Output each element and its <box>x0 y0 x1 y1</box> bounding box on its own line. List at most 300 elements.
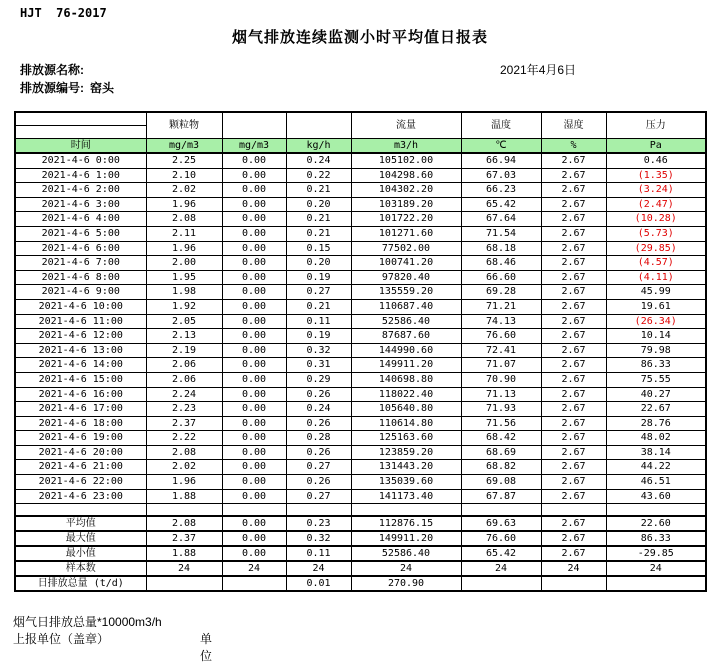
page-title: 烟气排放连续监测小时平均值日报表 <box>231 29 488 46</box>
value-cell: 79.98 <box>606 343 706 358</box>
value-cell: 149911.20 <box>351 531 461 546</box>
value-cell: 2.67 <box>541 329 606 344</box>
value-cell: 1.96 <box>146 197 222 212</box>
value-cell: 0.20 <box>286 256 351 271</box>
value-cell: 2.67 <box>541 445 606 460</box>
table-row <box>15 285 706 300</box>
value-cell: 0.00 <box>222 285 286 300</box>
table-row <box>15 475 706 490</box>
value-cell: 2.67 <box>541 475 606 490</box>
table-row <box>15 343 706 358</box>
value-cell: 2.67 <box>541 256 606 271</box>
value-cell: 45.99 <box>606 285 706 300</box>
value-cell: 2.24 <box>146 387 222 402</box>
value-cell: (26.34) <box>606 314 706 329</box>
value-cell: 69.08 <box>461 475 541 490</box>
value-cell <box>222 576 286 591</box>
value-cell: 2.00 <box>146 256 222 271</box>
time-cell: 2021-4-6 13:00 <box>15 343 146 358</box>
value-cell: 0.00 <box>222 299 286 314</box>
value-cell: 86.33 <box>606 358 706 373</box>
summary-row <box>15 561 706 576</box>
value-cell: 0.00 <box>222 546 286 561</box>
time-cell: 2021-4-6 2:00 <box>15 183 146 198</box>
value-cell: 67.87 <box>461 489 541 504</box>
time-cell: 2021-4-6 0:00 <box>15 153 146 168</box>
table-row <box>15 329 706 344</box>
value-cell: 2.67 <box>541 431 606 446</box>
source-name-label: 排放源名称: <box>20 63 84 77</box>
value-cell: 0.00 <box>222 153 286 168</box>
time-cell: 2021-4-6 10:00 <box>15 299 146 314</box>
spacer-cell <box>15 504 146 517</box>
value-cell <box>541 576 606 591</box>
value-cell: 144990.60 <box>351 343 461 358</box>
time-cell: 2021-4-6 7:00 <box>15 256 146 271</box>
table-row <box>15 241 706 256</box>
value-cell: 0.26 <box>286 416 351 431</box>
value-cell: 2.67 <box>541 183 606 198</box>
value-cell: 110614.80 <box>351 416 461 431</box>
value-cell: 2.67 <box>541 285 606 300</box>
value-cell: 2.08 <box>146 212 222 227</box>
value-cell: 46.51 <box>606 475 706 490</box>
value-cell: 2.08 <box>146 516 222 531</box>
time-cell: 2021-4-6 5:00 <box>15 226 146 241</box>
value-cell: 1.88 <box>146 489 222 504</box>
value-cell: 149911.20 <box>351 358 461 373</box>
value-cell: 0.00 <box>222 256 286 271</box>
value-cell: 1.98 <box>146 285 222 300</box>
table-row <box>15 489 706 504</box>
value-cell: 0.19 <box>286 270 351 285</box>
table-row <box>15 212 706 227</box>
value-cell: 24 <box>146 561 222 576</box>
value-cell <box>461 576 541 591</box>
time-cell: 2021-4-6 6:00 <box>15 241 146 256</box>
report-unit-label: 上报单位（盖章） <box>13 632 110 646</box>
value-cell: 44.22 <box>606 460 706 475</box>
value-cell: 135559.20 <box>351 285 461 300</box>
value-cell: 0.00 <box>222 183 286 198</box>
time-cell: 2021-4-6 23:00 <box>15 489 146 504</box>
value-cell: 71.93 <box>461 402 541 417</box>
summary-row <box>15 546 706 561</box>
value-cell: 0.00 <box>222 516 286 531</box>
value-cell: 68.82 <box>461 460 541 475</box>
summary-row <box>15 576 706 591</box>
value-cell: 71.21 <box>461 299 541 314</box>
table-row <box>15 314 706 329</box>
unit-cell: % <box>541 139 606 154</box>
summary-label-cell: 最小值 <box>15 546 146 561</box>
value-cell: 24 <box>286 561 351 576</box>
value-cell: 125163.60 <box>351 431 461 446</box>
unit-cell: mg/m3 <box>146 139 222 154</box>
group-header-empty-cell <box>286 112 351 139</box>
value-cell: 0.00 <box>222 168 286 183</box>
value-cell: 2.67 <box>541 343 606 358</box>
spacer-cell <box>351 504 461 517</box>
flue-gas-total-note: 烟气日排放总量*10000m3/h <box>13 615 162 629</box>
spacer-cell <box>286 504 351 517</box>
spacer-cell <box>461 504 541 517</box>
table-row <box>15 153 706 168</box>
value-cell: 0.26 <box>286 445 351 460</box>
table-row <box>15 168 706 183</box>
table-row <box>15 270 706 285</box>
value-cell: 0.21 <box>286 226 351 241</box>
value-cell: 141173.40 <box>351 489 461 504</box>
value-cell: 0.21 <box>286 183 351 198</box>
value-cell: 77502.00 <box>351 241 461 256</box>
value-cell: 0.32 <box>286 531 351 546</box>
value-cell: 1.92 <box>146 299 222 314</box>
unit-label: 单位 <box>200 632 213 663</box>
value-cell: 10.14 <box>606 329 706 344</box>
value-cell: 0.01 <box>286 576 351 591</box>
value-cell: 2.23 <box>146 402 222 417</box>
value-cell: 2.67 <box>541 226 606 241</box>
value-cell: 19.61 <box>606 299 706 314</box>
value-cell: 76.60 <box>461 531 541 546</box>
value-cell: 0.11 <box>286 546 351 561</box>
time-header-bottom-cell <box>15 126 146 139</box>
unit-cell: ℃ <box>461 139 541 154</box>
value-cell: 24 <box>606 561 706 576</box>
value-cell: 0.00 <box>222 531 286 546</box>
value-cell: 87687.60 <box>351 329 461 344</box>
spacer-cell <box>222 504 286 517</box>
value-cell: 22.67 <box>606 402 706 417</box>
monitoring-report-table <box>14 111 707 592</box>
value-cell: 0.27 <box>286 489 351 504</box>
value-cell: 2.67 <box>541 416 606 431</box>
summary-label-cell: 日排放总量 (t/d) <box>15 576 146 591</box>
value-cell: 2.11 <box>146 226 222 241</box>
table-row <box>15 197 706 212</box>
value-cell: 1.96 <box>146 475 222 490</box>
value-cell: (1.35) <box>606 168 706 183</box>
value-cell: 2.67 <box>541 197 606 212</box>
time-cell: 2021-4-6 15:00 <box>15 372 146 387</box>
report-table-body <box>15 112 706 591</box>
time-cell: 2021-4-6 16:00 <box>15 387 146 402</box>
value-cell: 0.00 <box>222 460 286 475</box>
spacer-cell <box>606 504 706 517</box>
table-row <box>15 299 706 314</box>
time-cell: 2021-4-6 21:00 <box>15 460 146 475</box>
value-cell: 0.21 <box>286 299 351 314</box>
value-cell: 0.00 <box>222 358 286 373</box>
value-cell: 66.94 <box>461 153 541 168</box>
table-row <box>15 387 706 402</box>
value-cell: 2.67 <box>541 531 606 546</box>
header-name-row <box>15 112 706 126</box>
time-cell: 2021-4-6 22:00 <box>15 475 146 490</box>
value-cell: 0.00 <box>222 197 286 212</box>
value-cell: 2.67 <box>541 516 606 531</box>
value-cell: 2.67 <box>541 358 606 373</box>
value-cell: 100741.20 <box>351 256 461 271</box>
value-cell: 131443.20 <box>351 460 461 475</box>
value-cell: 101271.60 <box>351 226 461 241</box>
value-cell: 0.26 <box>286 475 351 490</box>
value-cell: (10.28) <box>606 212 706 227</box>
value-cell: 1.96 <box>146 241 222 256</box>
value-cell: -29.85 <box>606 546 706 561</box>
value-cell: 0.19 <box>286 329 351 344</box>
time-cell: 2021-4-6 1:00 <box>15 168 146 183</box>
value-cell: 2.10 <box>146 168 222 183</box>
summary-row <box>15 531 706 546</box>
value-cell: 270.90 <box>351 576 461 591</box>
value-cell: 110687.40 <box>351 299 461 314</box>
value-cell: 0.00 <box>222 402 286 417</box>
value-cell: (3.24) <box>606 183 706 198</box>
value-cell: 0.22 <box>286 168 351 183</box>
time-cell: 2021-4-6 11:00 <box>15 314 146 329</box>
table-row <box>15 372 706 387</box>
value-cell: 118022.40 <box>351 387 461 402</box>
table-row <box>15 183 706 198</box>
value-cell: 66.60 <box>461 270 541 285</box>
value-cell: 2.67 <box>541 168 606 183</box>
value-cell: 71.56 <box>461 416 541 431</box>
value-cell: 112876.15 <box>351 516 461 531</box>
value-cell: 0.00 <box>222 270 286 285</box>
table-row <box>15 416 706 431</box>
value-cell: 86.33 <box>606 531 706 546</box>
report-date: 2021年4月6日 <box>500 63 577 77</box>
group-header-cell: 温度 <box>461 112 541 139</box>
value-cell: 2.06 <box>146 372 222 387</box>
summary-row <box>15 516 706 531</box>
value-cell: 0.26 <box>286 387 351 402</box>
value-cell: 70.90 <box>461 372 541 387</box>
value-cell: 65.42 <box>461 197 541 212</box>
value-cell: 2.67 <box>541 460 606 475</box>
time-cell: 2021-4-6 20:00 <box>15 445 146 460</box>
value-cell: 0.00 <box>222 445 286 460</box>
value-cell: 2.67 <box>541 489 606 504</box>
value-cell: 28.76 <box>606 416 706 431</box>
value-cell: 105102.00 <box>351 153 461 168</box>
value-cell: 38.14 <box>606 445 706 460</box>
value-cell: 2.37 <box>146 531 222 546</box>
time-cell: 2021-4-6 19:00 <box>15 431 146 446</box>
value-cell: 74.13 <box>461 314 541 329</box>
summary-label-cell: 最大值 <box>15 531 146 546</box>
footer-line <box>13 630 213 663</box>
value-cell: 135039.60 <box>351 475 461 490</box>
value-cell: 2.67 <box>541 314 606 329</box>
value-cell: (5.73) <box>606 226 706 241</box>
value-cell: 52586.40 <box>351 314 461 329</box>
value-cell: 67.64 <box>461 212 541 227</box>
value-cell: 0.00 <box>222 489 286 504</box>
value-cell: 1.95 <box>146 270 222 285</box>
value-cell: (29.85) <box>606 241 706 256</box>
value-cell: 2.67 <box>541 402 606 417</box>
time-cell: 2021-4-6 17:00 <box>15 402 146 417</box>
value-cell: 0.20 <box>286 197 351 212</box>
unit-cell: mg/m3 <box>222 139 286 154</box>
summary-label-cell: 样本数 <box>15 561 146 576</box>
value-cell: 0.21 <box>286 212 351 227</box>
summary-label-cell: 平均值 <box>15 516 146 531</box>
value-cell: 97820.40 <box>351 270 461 285</box>
spacer-cell <box>146 504 222 517</box>
value-cell: 65.42 <box>461 546 541 561</box>
value-cell: 104302.20 <box>351 183 461 198</box>
value-cell: 0.00 <box>222 212 286 227</box>
value-cell: 2.05 <box>146 314 222 329</box>
value-cell: 2.67 <box>541 270 606 285</box>
value-cell: 0.27 <box>286 460 351 475</box>
group-header-cell: 流量 <box>351 112 461 139</box>
value-cell: 0.32 <box>286 343 351 358</box>
doc-standard-code: HJT 76-2017 <box>20 6 107 20</box>
spacer-row <box>15 504 706 517</box>
table-row <box>15 256 706 271</box>
value-cell: 0.31 <box>286 358 351 373</box>
value-cell: 0.00 <box>222 372 286 387</box>
source-id-value: 窑头 <box>90 81 115 95</box>
value-cell <box>146 576 222 591</box>
unit-header-row <box>15 139 706 154</box>
value-cell: 68.69 <box>461 445 541 460</box>
table-row <box>15 431 706 446</box>
value-cell: 22.60 <box>606 516 706 531</box>
value-cell: 101722.20 <box>351 212 461 227</box>
table-row <box>15 402 706 417</box>
value-cell: 71.54 <box>461 226 541 241</box>
value-cell: 0.00 <box>222 329 286 344</box>
value-cell: 71.07 <box>461 358 541 373</box>
value-cell: 68.42 <box>461 431 541 446</box>
value-cell: 2.67 <box>541 212 606 227</box>
value-cell: 0.11 <box>286 314 351 329</box>
time-cell: 2021-4-6 18:00 <box>15 416 146 431</box>
value-cell: 0.27 <box>286 285 351 300</box>
value-cell: 2.67 <box>541 241 606 256</box>
time-cell: 2021-4-6 3:00 <box>15 197 146 212</box>
source-id-label: 排放源编号: <box>20 81 84 95</box>
value-cell: 69.28 <box>461 285 541 300</box>
time-column-header: 时间 <box>15 139 146 154</box>
group-header-cell: 湿度 <box>541 112 606 139</box>
value-cell: 2.22 <box>146 431 222 446</box>
time-cell: 2021-4-6 12:00 <box>15 329 146 344</box>
value-cell: 104298.60 <box>351 168 461 183</box>
unit-cell: kg/h <box>286 139 351 154</box>
value-cell: 43.60 <box>606 489 706 504</box>
value-cell: 66.23 <box>461 183 541 198</box>
value-cell: 67.03 <box>461 168 541 183</box>
value-cell: 2.67 <box>541 153 606 168</box>
time-cell: 2021-4-6 9:00 <box>15 285 146 300</box>
value-cell: 0.28 <box>286 431 351 446</box>
value-cell: 2.06 <box>146 358 222 373</box>
value-cell: 24 <box>541 561 606 576</box>
table-row <box>15 445 706 460</box>
value-cell: 105640.80 <box>351 402 461 417</box>
value-cell: 2.08 <box>146 445 222 460</box>
value-cell: 71.13 <box>461 387 541 402</box>
time-header-top-cell <box>15 112 146 126</box>
value-cell: 140698.80 <box>351 372 461 387</box>
value-cell: 24 <box>461 561 541 576</box>
value-cell: 0.00 <box>222 241 286 256</box>
value-cell: 75.55 <box>606 372 706 387</box>
group-header-empty-cell <box>222 112 286 139</box>
value-cell: (2.47) <box>606 197 706 212</box>
value-cell: 0.24 <box>286 153 351 168</box>
value-cell: 68.46 <box>461 256 541 271</box>
value-cell: 0.24 <box>286 402 351 417</box>
value-cell: 123859.20 <box>351 445 461 460</box>
value-cell: 0.00 <box>222 387 286 402</box>
table-row <box>15 358 706 373</box>
value-cell: 0.46 <box>606 153 706 168</box>
value-cell: 2.02 <box>146 183 222 198</box>
value-cell: 103189.20 <box>351 197 461 212</box>
group-header-cell: 颗粒物 <box>146 112 222 139</box>
time-cell: 2021-4-6 14:00 <box>15 358 146 373</box>
value-cell: 0.00 <box>222 343 286 358</box>
value-cell: 24 <box>222 561 286 576</box>
value-cell: 0.00 <box>222 431 286 446</box>
value-cell: (4.11) <box>606 270 706 285</box>
value-cell: 2.67 <box>541 546 606 561</box>
value-cell: 48.02 <box>606 431 706 446</box>
value-cell: 1.88 <box>146 546 222 561</box>
value-cell: 2.25 <box>146 153 222 168</box>
unit-cell: m3/h <box>351 139 461 154</box>
value-cell: 24 <box>351 561 461 576</box>
table-row <box>15 460 706 475</box>
table-row <box>15 226 706 241</box>
value-cell: 0.00 <box>222 475 286 490</box>
value-cell: (4.57) <box>606 256 706 271</box>
value-cell: 2.02 <box>146 460 222 475</box>
value-cell: 76.60 <box>461 329 541 344</box>
value-cell: 69.63 <box>461 516 541 531</box>
value-cell: 2.67 <box>541 372 606 387</box>
value-cell: 0.15 <box>286 241 351 256</box>
value-cell: 52586.40 <box>351 546 461 561</box>
value-cell: 72.41 <box>461 343 541 358</box>
value-cell: 0.00 <box>222 416 286 431</box>
value-cell: 0.29 <box>286 372 351 387</box>
group-header-cell: 压力 <box>606 112 706 139</box>
spacer-cell <box>541 504 606 517</box>
unit-cell: Pa <box>606 139 706 154</box>
time-cell: 2021-4-6 4:00 <box>15 212 146 227</box>
value-cell <box>606 576 706 591</box>
value-cell: 0.23 <box>286 516 351 531</box>
value-cell: 68.18 <box>461 241 541 256</box>
value-cell: 2.19 <box>146 343 222 358</box>
value-cell: 2.67 <box>541 387 606 402</box>
value-cell: 2.37 <box>146 416 222 431</box>
value-cell: 0.00 <box>222 226 286 241</box>
value-cell: 2.13 <box>146 329 222 344</box>
value-cell: 40.27 <box>606 387 706 402</box>
source-id-line <box>20 79 114 96</box>
time-cell: 2021-4-6 8:00 <box>15 270 146 285</box>
